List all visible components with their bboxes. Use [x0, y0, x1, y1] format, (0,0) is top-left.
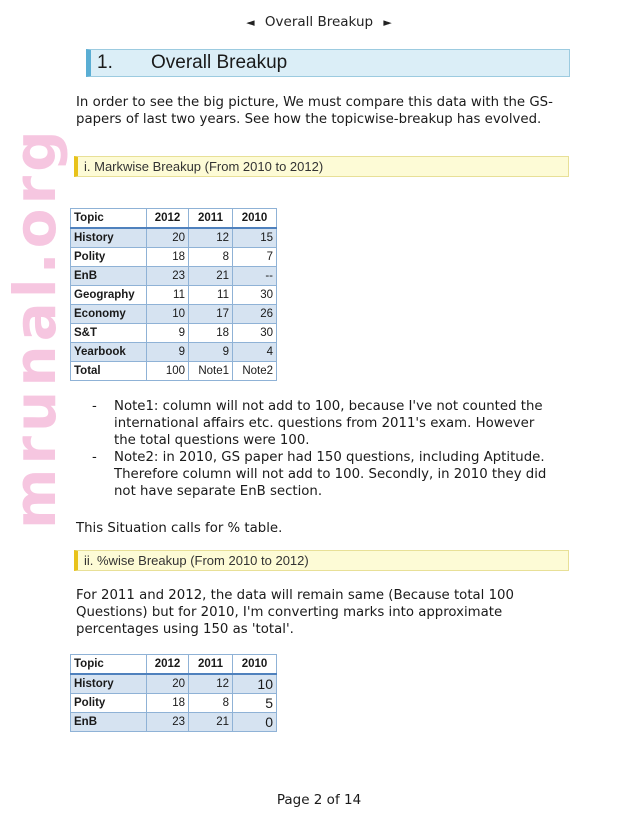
situation-text: This Situation calls for % table.: [76, 521, 283, 536]
row-label: History: [71, 228, 147, 248]
table-cell: 18: [147, 694, 189, 713]
subheading-percentwise-text: ii. %wise Breakup (From 2010 to 2012): [84, 553, 309, 568]
table-header-row: [71, 655, 277, 675]
table-cell: Note1: [189, 362, 233, 381]
page-nav: [0, 14, 638, 30]
table-cell: 26: [233, 305, 277, 324]
page-number: Page 2 of 14: [276, 792, 362, 808]
table-row: [71, 713, 277, 732]
subheading-percentwise: [74, 550, 569, 571]
table-header-cell: 2010: [233, 209, 277, 229]
table-cell: --: [233, 267, 277, 286]
row-label: S&T: [71, 324, 147, 343]
table-header-cell: 2011: [189, 209, 233, 229]
table-cell: 11: [189, 286, 233, 305]
table-row: [71, 343, 277, 362]
row-label: EnB: [71, 267, 147, 286]
intro-paragraph: In order to see the big picture, We must compare this data with the GS-papers of last two years. See how the topicwise-breakup has evolved.: [76, 95, 553, 127]
note-item: - Note2: in 2010, GS paper had 150 questions, including Aptitude. Therefore column will not add to 100. Secondly, in 2010 they did not have separate EnB section.: [92, 449, 554, 500]
table-header-cell: 2011: [189, 655, 233, 675]
row-label: History: [71, 674, 147, 694]
row-label: Polity: [71, 248, 147, 267]
table-cell: 15: [233, 228, 277, 248]
table-cell: 8: [189, 248, 233, 267]
table-header-cell: 2010: [233, 655, 277, 675]
table-cell: 4: [233, 343, 277, 362]
table-cell: 12: [189, 674, 233, 694]
table-cell: 7: [233, 248, 277, 267]
table-cell: 12: [189, 228, 233, 248]
table-cell: 17: [189, 305, 233, 324]
heading-number: 1.: [97, 52, 113, 73]
table-header-cell: 2012: [147, 655, 189, 675]
markwise-table: [70, 208, 277, 381]
table-cell: 10: [233, 674, 277, 694]
next-arrow-icon[interactable]: ►: [383, 16, 392, 29]
table-row: [71, 324, 277, 343]
notes-list: [92, 398, 554, 500]
table-cell: 20: [147, 228, 189, 248]
table-cell: 30: [233, 286, 277, 305]
subheading-markwise: [74, 156, 569, 177]
table-cell: 9: [147, 324, 189, 343]
table-cell: 21: [189, 713, 233, 732]
heading-title: Overall Breakup: [151, 52, 288, 73]
nav-title: Overall Breakup: [264, 14, 374, 30]
table-header-cell: Topic: [71, 209, 147, 229]
table-cell: 0: [233, 713, 277, 732]
table-cell: 23: [147, 267, 189, 286]
section-heading: [86, 49, 570, 77]
table-cell: 20: [147, 674, 189, 694]
table-cell: 21: [189, 267, 233, 286]
table-row: [71, 305, 277, 324]
table-cell: 30: [233, 324, 277, 343]
table-cell: 11: [147, 286, 189, 305]
row-label: Total: [71, 362, 147, 381]
table-cell: 18: [147, 248, 189, 267]
table-cell: 5: [233, 694, 277, 713]
table-cell: 9: [147, 343, 189, 362]
table-row: [71, 362, 277, 381]
row-label: Geography: [71, 286, 147, 305]
percentage-paragraph: For 2011 and 2012, the data will remain same (Because total 100 Questions) but for 2010, I'm converting marks into approximate percentages using 150 as 'total'.: [76, 588, 514, 637]
table-row: [71, 694, 277, 713]
table-cell: 23: [147, 713, 189, 732]
row-label: Economy: [71, 305, 147, 324]
table-cell: Note2: [233, 362, 277, 381]
table-row: [71, 267, 277, 286]
table-row: [71, 286, 277, 305]
table-row: [71, 674, 277, 694]
prev-arrow-icon[interactable]: ◄: [246, 16, 255, 29]
watermark-logo: mrunal.org: [1, 126, 69, 529]
table-row: [71, 248, 277, 267]
percentwise-table: [70, 654, 277, 732]
table-cell: 10: [147, 305, 189, 324]
row-label: Yearbook: [71, 343, 147, 362]
note-item: - Note1: column will not add to 100, because I've not counted the international affairs etc. questions from 2011's exam. However the total questions were 100.: [92, 398, 554, 449]
table-cell: 18: [189, 324, 233, 343]
table-cell: 8: [189, 694, 233, 713]
table-header-row: [71, 209, 277, 229]
row-label: EnB: [71, 713, 147, 732]
table-cell: 9: [189, 343, 233, 362]
table-header-cell: 2012: [147, 209, 189, 229]
table-cell: 100: [147, 362, 189, 381]
table-header-cell: Topic: [71, 655, 147, 675]
subheading-markwise-text: i. Markwise Breakup (From 2010 to 2012): [84, 159, 324, 174]
table-row: [71, 228, 277, 248]
row-label: Polity: [71, 694, 147, 713]
